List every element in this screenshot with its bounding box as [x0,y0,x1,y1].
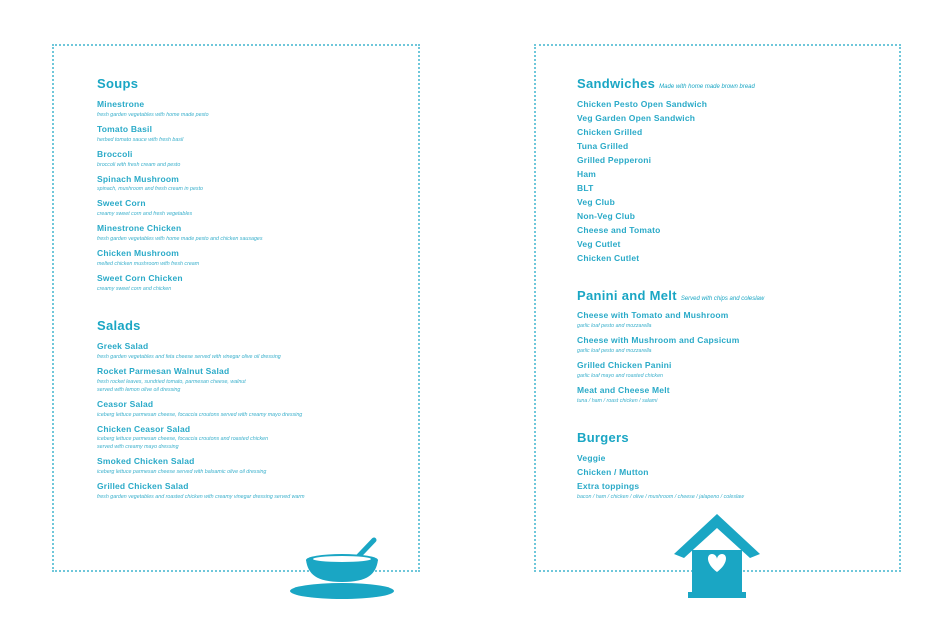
panini-item-desc: tuna / ham / roast chicken / salami [577,398,658,404]
soup-item-desc: fresh garden vegetables with home made pesto and chicken sausages [97,236,263,242]
soup-item-name: Spinach Mushroom [97,174,180,184]
sandwich-item: Veg Cutlet [577,239,621,249]
sandwich-item: Cheese and Tomato [577,225,661,235]
sandwich-item: BLT [577,183,594,193]
sandwich-item: Tuna Grilled [577,141,629,151]
soup-bowl-icon [288,536,396,602]
salad-item-name: Rocket Parmesan Walnut Salad [97,366,230,376]
panini-item-name: Meat and Cheese Melt [577,385,670,395]
panini-item-desc: garlic loaf mayo and roasted chicken [577,373,663,379]
right-menu-panel [534,44,901,572]
panini-item-desc: garlic loaf pesto and mozzarella [577,323,652,329]
burger-item-desc: bacon / ham / chicken / olive / mushroom / cheese / jalapeno / coleslaw [577,494,744,500]
salad-item-name: Ceasor Salad [97,399,154,409]
salad-item-desc: served with creamy mayo dressing [97,444,179,450]
soup-item-desc: spinach, mushroom and fresh cream in pesto [97,186,203,192]
panini-item-desc: garlic loaf pesto and mozzarella [577,348,652,354]
soup-item-desc: creamy sweet corn and fresh vegetables [97,211,193,217]
sandwich-item: Chicken Grilled [577,127,643,137]
soup-item-name: Chicken Mushroom [97,248,180,258]
sandwiches-title-text: Sandwiches [577,76,656,91]
sandwich-item: Chicken Cutlet [577,253,640,263]
soup-item-desc: broccoli with fresh cream and pesto [97,162,181,168]
burger-item-name: Veggie [577,453,606,463]
salad-item-desc: iceberg lettuce parmesan cheese, focaccia croutons served with creamy mayo dressing [97,412,303,418]
soup-item-name: Sweet Corn Chicken [97,273,183,283]
salad-item-desc: fresh garden vegetables and roasted chicken with creamy vinegar dressing served warm [97,494,305,500]
soup-item-desc: herbed tomato sauce with fresh basil [97,137,184,143]
soup-item-name: Broccoli [97,149,133,159]
burgers-title: Burgers [577,430,629,445]
sandwich-item: Non-Veg Club [577,211,636,221]
sandwich-item: Veg Club [577,197,615,207]
soup-item-name: Minestrone [97,99,145,109]
salad-item-desc: fresh garden vegetables and feta cheese served with vinegar olive oil dressing [97,354,281,360]
burger-item-name: Chicken / Mutton [577,467,649,477]
sandwich-item: Ham [577,169,597,179]
panini-item-name: Cheese with Mushroom and Capsicum [577,335,740,345]
salad-item-desc: iceberg lettuce parmesan cheese served with balsamic olive oil dressing [97,469,267,475]
panini-title [577,288,764,303]
soup-item-desc: creamy sweet corn and chicken [97,286,172,292]
sandwich-item: Veg Garden Open Sandwich [577,113,696,123]
sandwiches-title [577,76,755,91]
salad-item-name: Greek Salad [97,341,149,351]
salad-item-name: Grilled Chicken Salad [97,481,189,491]
soup-item-name: Sweet Corn [97,198,146,208]
sandwiches-note: Made with home made brown bread [659,84,755,90]
salad-item-desc: fresh rocket leaves, sundried tomato, parmesan cheese, walnut [97,379,246,385]
sandwich-item: Chicken Pesto Open Sandwich [577,99,708,109]
soup-item-name: Tomato Basil [97,124,153,134]
sandwich-item: Grilled Pepperoni [577,155,652,165]
salad-item-desc: served with lemon olive oil dressing [97,387,181,393]
birdhouse-heart-icon [670,512,764,602]
salad-item-name: Smoked Chicken Salad [97,456,195,466]
soup-item-name: Minestrone Chicken [97,223,182,233]
panini-item-name: Grilled Chicken Panini [577,360,672,370]
burger-item-name: Extra toppings [577,481,640,491]
panini-note: Served with chips and coleslaw [680,296,765,302]
salad-item-name: Chicken Ceasor Salad [97,424,191,434]
soup-item-desc: melted chicken mushroom with fresh cream [97,261,200,267]
salad-item-desc: iceberg lettuce parmesan cheese, focaccia croutons and roasted chicken [97,436,269,442]
soups-title: Soups [97,76,139,91]
salads-title: Salads [97,318,141,333]
panini-title-text: Panini and Melt [577,288,677,303]
panini-item-name: Cheese with Tomato and Mushroom [577,310,729,320]
soup-item-desc: fresh garden vegetables with home made pesto [97,112,209,118]
